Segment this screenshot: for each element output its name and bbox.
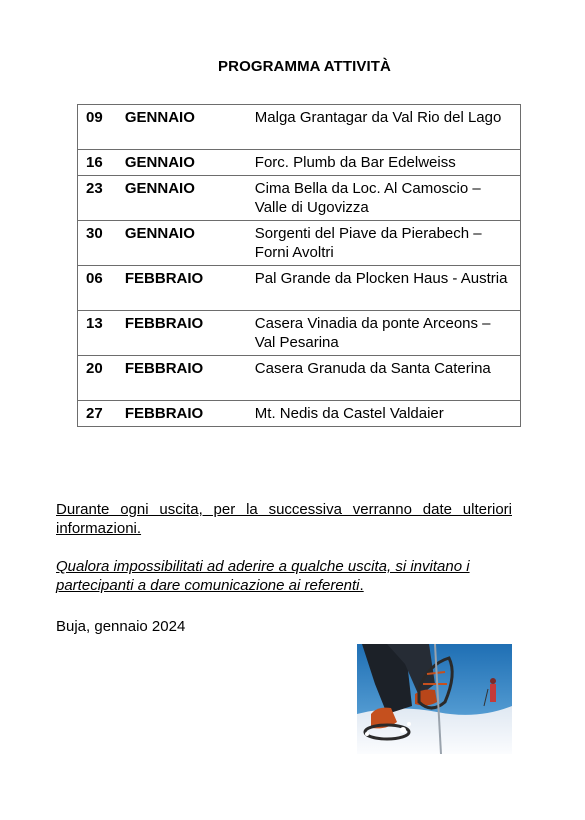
date-day: 06	[78, 266, 117, 311]
info-note: Durante ogni uscita, per la successiva verranno date ulteriori informazioni.	[56, 501, 512, 537]
activity-name: Forc. Plumb da Bar Edelweiss	[247, 150, 521, 176]
table-row	[78, 311, 521, 356]
snowshoe-photo-illustration	[357, 644, 512, 754]
activity-name: Casera Granuda da Santa Caterina	[247, 356, 521, 401]
snowshoe-photo	[357, 644, 512, 754]
absence-note-text: Qualora impossibilitati ad aderire a qualche uscita, si invitano i partecipanti a dare comunicazione ai referenti	[56, 558, 470, 594]
absence-note-period: .	[359, 577, 364, 594]
table-row	[78, 221, 521, 266]
activity-name: Sorgenti del Piave da Pierabech – Forni Avoltri	[247, 221, 521, 266]
date-day: 13	[78, 311, 117, 356]
activity-name: Casera Vinadia da ponte Arceons – Val Pesarina	[247, 311, 521, 356]
date-day: 30	[78, 221, 117, 266]
absence-note	[56, 557, 512, 595]
date-day: 16	[78, 150, 117, 176]
date-month: GENNAIO	[117, 105, 247, 150]
date-day: 09	[78, 105, 117, 150]
activity-name: Pal Grande da Plocken Haus - Austria	[247, 266, 521, 311]
date-month: FEBBRAIO	[117, 401, 247, 427]
date-month: FEBBRAIO	[117, 356, 247, 401]
table-row	[78, 150, 521, 176]
date-month: GENNAIO	[117, 150, 247, 176]
activity-schedule-table	[77, 104, 521, 427]
date-month: GENNAIO	[117, 176, 247, 221]
date-day: 23	[78, 176, 117, 221]
table-row	[78, 401, 521, 427]
place-date: Buja, gennaio 2024	[56, 618, 186, 635]
table-row	[78, 356, 521, 401]
date-month: FEBBRAIO	[117, 266, 247, 311]
table-row	[78, 105, 521, 150]
activity-name: Malga Grantagar da Val Rio del Lago	[247, 105, 521, 150]
date-day: 27	[78, 401, 117, 427]
date-day: 20	[78, 356, 117, 401]
date-month: GENNAIO	[117, 221, 247, 266]
table-row	[78, 266, 521, 311]
page-title: PROGRAMMA ATTIVITÀ	[218, 58, 391, 75]
activity-name: Cima Bella da Loc. Al Camoscio – Valle di Ugovizza	[247, 176, 521, 221]
table-row	[78, 176, 521, 221]
activity-name: Mt. Nedis da Castel Valdaier	[247, 401, 521, 427]
date-month: FEBBRAIO	[117, 311, 247, 356]
